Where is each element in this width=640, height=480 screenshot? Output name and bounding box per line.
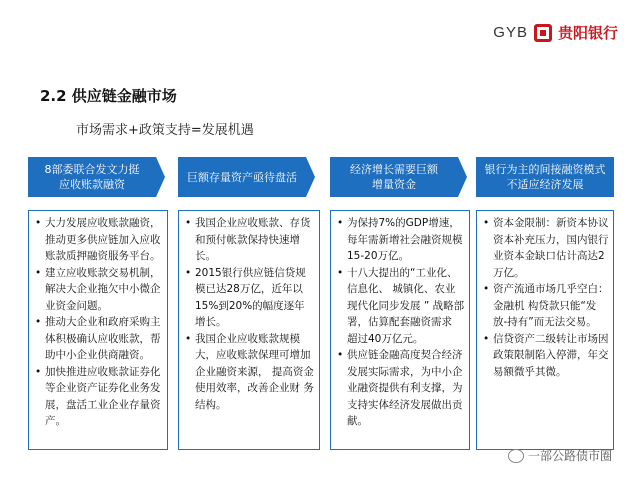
list-item: • 资产流通市场几乎空白：金融机 构贷款只能“发放-持有”而无法交易。 [481,281,609,331]
list-item: • 我国企业应收账款、存货和预付帐款保持快速增长。 [183,215,315,265]
wechat-icon [508,449,524,463]
list-item: • 信贷资产二级转让市场因政策限制陷入停滞，年交易额微乎其微。 [481,331,609,381]
column-header-4-text: 银行为主的间接融资模式 不适应经济发展 [484,163,606,191]
arrow-icon [156,157,165,197]
watermark-text: 一部公路债市圈 [527,449,612,463]
section-subtitle: 市场需求+政策支持=发展机遇 [76,123,254,138]
column-body-1 [28,210,168,450]
column-body-2 [178,210,320,450]
list-item: • 供应链金融高度契合经济发展实际需求，为中小企业融资提供有利支撑，为支持实体经济发展做出贡献。 [335,347,465,430]
column-body-3 [330,210,470,450]
logo-bank-name: 贵阳银行 [557,24,618,42]
column-header-1 [28,157,156,197]
column-header-2 [178,157,306,197]
logo-latin: GYB [493,24,528,41]
list-item: • 推动大企业和政府采购主体积极确认应收账款，帮助中小企业供商融资。 [33,314,163,364]
column-header-3-text: 经济增长需要巨额 增量资金 [350,163,438,191]
list-item: • 为保持7%的GDP增速，每年需新增社会融资规模15-20万亿。 [335,215,465,265]
section-heading: 2.2 供应链金融市场 [40,87,177,105]
arrow-icon [306,157,315,197]
list-item: • 加快推进应收账款证券化等企业资产证券化业务发展，盘活工业企业存量资产。 [33,364,163,430]
column-header-1-text: 8部委联合发文力挺 应收账款融资 [44,163,140,191]
arrow-icon [458,157,467,197]
column-header-4 [476,157,614,197]
column-body-4 [476,210,614,450]
watermark [508,447,612,464]
list-item: • 资本金限制：新资本协议资本补充压力，国内银行业资本金缺口估计高达2万亿。 [481,215,609,281]
logo-mark-icon [534,24,552,42]
list-item: • 建立应收账款交易机制，解决大企业拖欠中小微企业资金问题。 [33,265,163,315]
list-item: • 十八大提出的“工业化、信息化、 城镇化、农业现代化同步发展 ” 战略部署，估算配套融资需求 超过40万亿元。 [335,265,465,348]
list-item: • 我国企业应收账款规模大，应收账款保理可增加企业融资来源， 提高资金使用效率，改善企业财 务结构。 [183,331,315,414]
list-item: • 大力发展应收账款融资，推动更多供应链加入应收账款质押融资服务平台。 [33,215,163,265]
column-header-2-text: 巨额存量资产亟待盘活 [187,170,297,184]
bank-logo [493,22,618,43]
list-item: • 2015银行供应链信贷规模已达28万亿，近年以15%到20%的幅度逐年增长。 [183,265,315,331]
column-header-3 [330,157,458,197]
